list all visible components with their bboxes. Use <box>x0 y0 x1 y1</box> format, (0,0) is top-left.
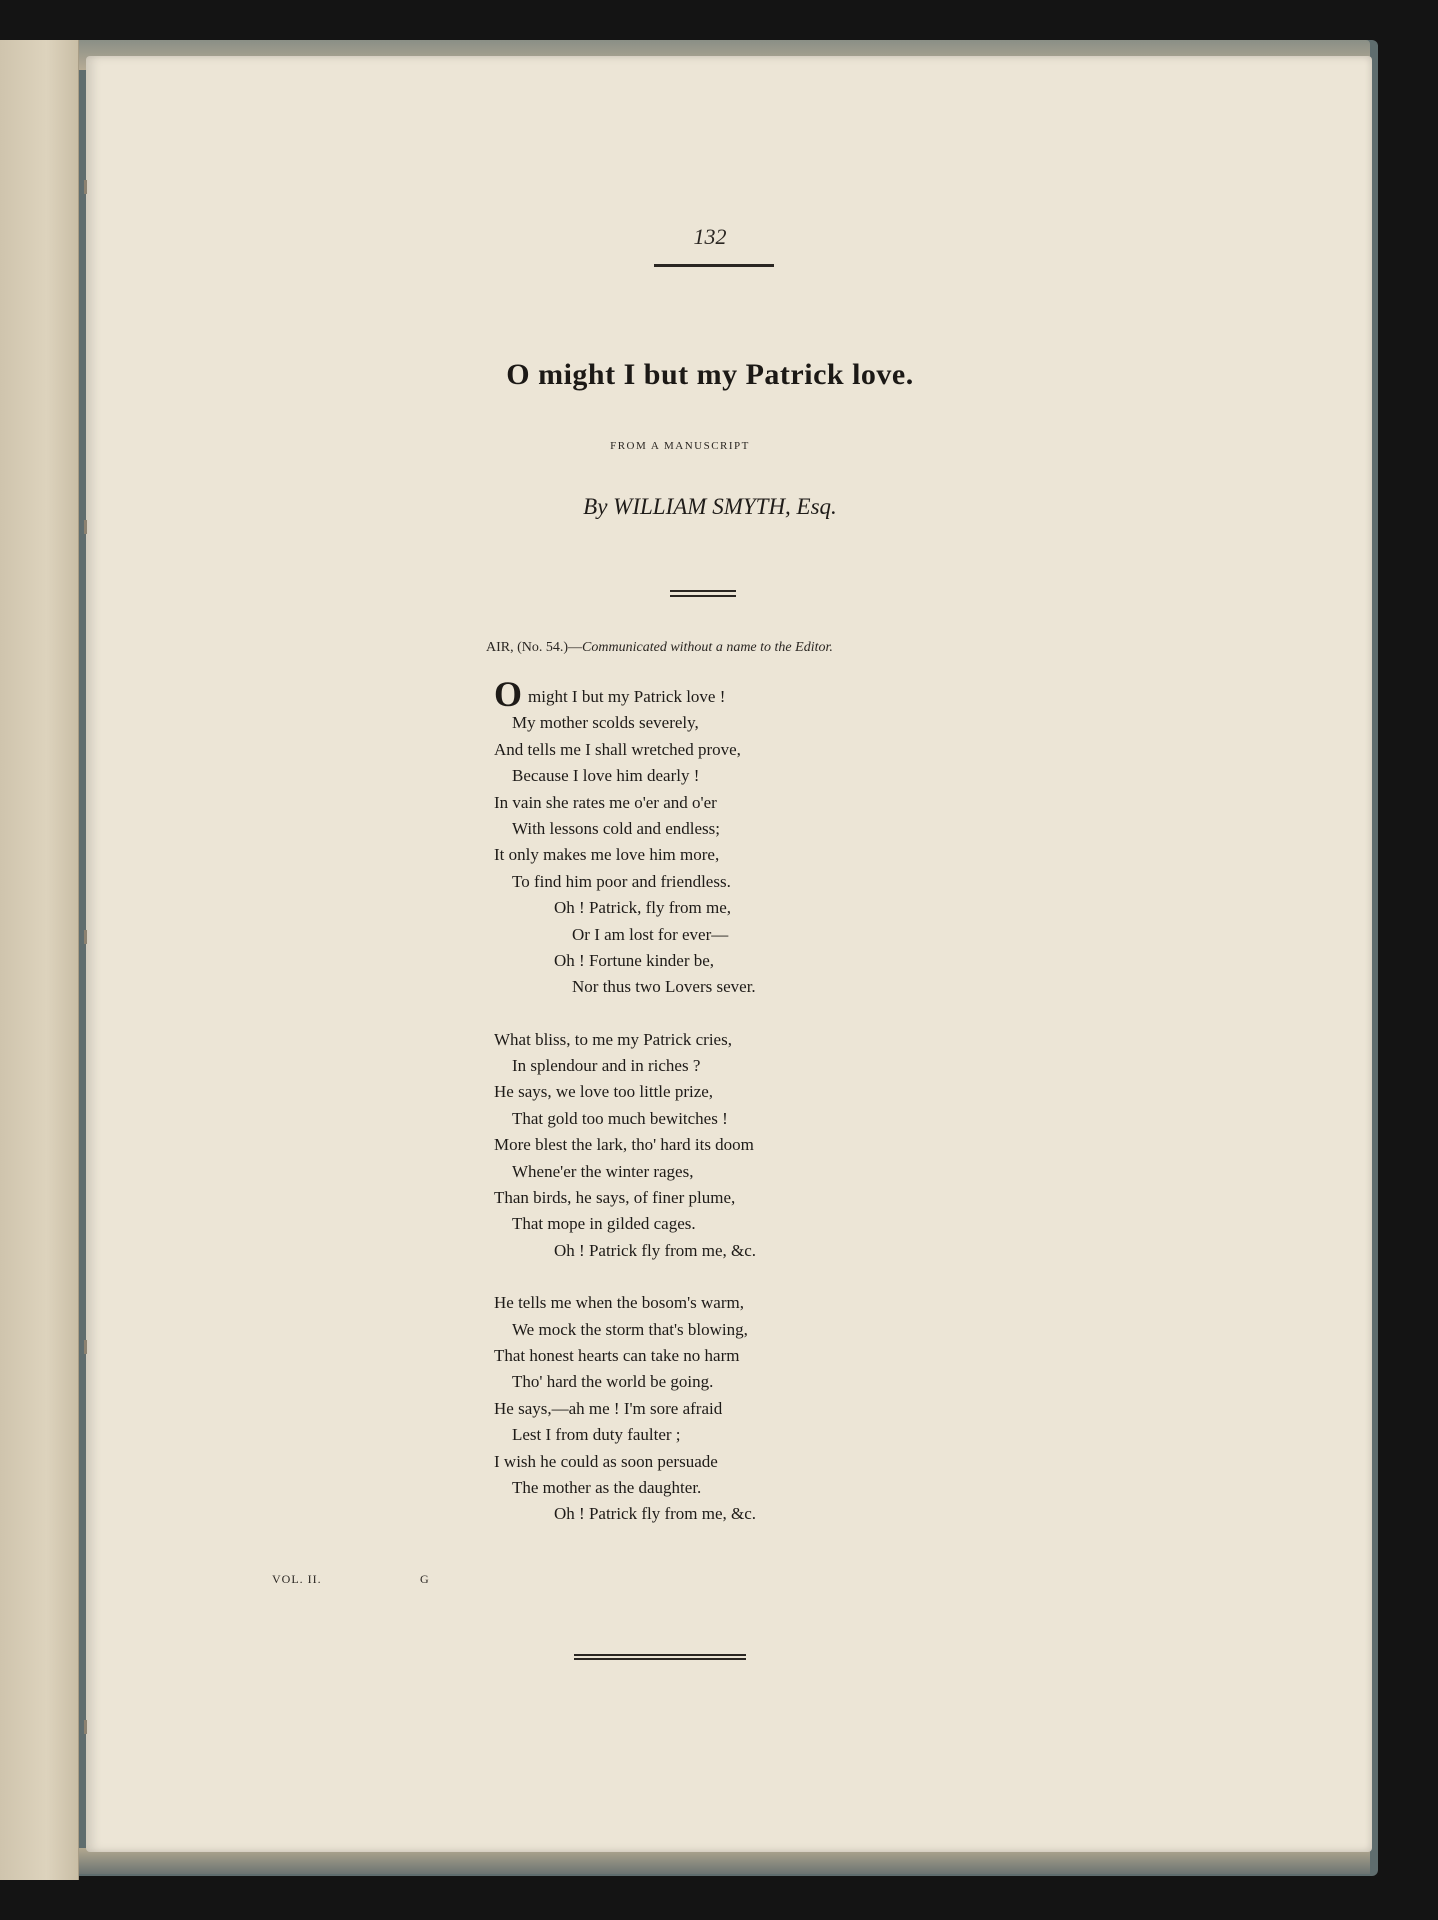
stitch-mark <box>84 180 87 194</box>
poem-line-text: Lest I from duty faulter ; <box>512 1425 681 1445</box>
poem-line <box>494 1106 914 1132</box>
poem-line <box>494 1449 914 1475</box>
poem <box>494 674 914 1528</box>
poem-line <box>494 1501 914 1527</box>
poem-line-text: Oh ! Fortune kinder be, <box>554 950 715 970</box>
poem-line <box>494 974 914 1000</box>
poem-line-text: What bliss, to me my Patrick cries, <box>494 1029 732 1049</box>
poem-line-text: And tells me I shall wretched prove, <box>494 739 741 759</box>
poem-line <box>494 1211 914 1237</box>
poem-line-text: That honest hearts can take no harm <box>494 1345 740 1365</box>
poem-line <box>494 1027 914 1053</box>
stitch-mark <box>84 1340 87 1354</box>
poem-line-text: I wish he could as soon persuade <box>494 1451 718 1471</box>
signature-mark: G <box>420 1572 429 1586</box>
song-title: O might I but my Patrick love. <box>506 358 914 391</box>
stanza <box>494 1027 914 1265</box>
poem-line-text: With lessons cold and endless; <box>512 818 721 838</box>
poem-line-text: He says, we love too little prize, <box>494 1082 714 1102</box>
left-facing-leaf <box>0 40 79 1880</box>
air-label: AIR, (No. 54.)— <box>486 640 583 655</box>
poem-line-text: Nor thus two Lovers sever. <box>572 977 756 997</box>
poem-line-text: It only makes me love him more, <box>494 845 720 865</box>
page-number: 132 <box>693 224 727 249</box>
poem-line-text: Tho' hard the world be going. <box>512 1372 714 1392</box>
volume-mark: VOL. II. <box>272 1572 322 1586</box>
section-rule <box>670 590 736 600</box>
poem-line <box>494 790 914 816</box>
stanza <box>494 674 914 1001</box>
poem-line <box>494 1238 914 1264</box>
poem-line <box>494 1422 914 1448</box>
poem-line <box>494 922 914 948</box>
poem-line <box>494 1079 914 1105</box>
poem-line <box>494 842 914 868</box>
poem-line-text: Oh ! Patrick, fly from me, <box>554 898 732 918</box>
poem-line-text: Than birds, he says, of finer plume, <box>494 1188 736 1208</box>
poem-line <box>494 674 914 714</box>
poem-line <box>494 1475 914 1501</box>
poem-line <box>494 710 914 736</box>
poem-line-text: More blest the lark, tho' hard its doom <box>494 1135 754 1155</box>
stanza-gap <box>494 1001 914 1027</box>
stitch-mark <box>84 520 87 534</box>
stitch-mark <box>84 1720 87 1734</box>
poem-line-text: Whene'er the winter rages, <box>512 1161 694 1181</box>
poem-line-text: That mope in gilded cages. <box>512 1214 696 1234</box>
poem-line-text: In vain she rates me o'er and o'er <box>494 792 717 812</box>
poem-line <box>494 816 914 842</box>
poem-line <box>494 1132 914 1158</box>
poem-line <box>494 1159 914 1185</box>
stitch-mark <box>84 930 87 944</box>
poem-line <box>494 948 914 974</box>
poem-line-text: He says,—ah me ! I'm sore afraid <box>494 1398 723 1418</box>
poem-line-text: In splendour and in riches ? <box>512 1056 701 1076</box>
poem-line-text: Or I am lost for ever— <box>572 924 729 944</box>
air-communication: Communicated without a name to the Editor. <box>582 640 833 655</box>
poem-line <box>494 1369 914 1395</box>
poem-line-text: He tells me when the bosom's warm, <box>494 1293 744 1313</box>
stanza <box>494 1290 914 1528</box>
poem-line-text: might I but my Patrick love ! <box>528 687 726 706</box>
poem-line-text: My mother scolds severely, <box>512 713 699 733</box>
closing-rule <box>574 1654 746 1662</box>
source-note: FROM A MANUSCRIPT <box>610 440 750 452</box>
drop-cap: O <box>494 674 523 714</box>
poem-line <box>494 1290 914 1316</box>
poem-line <box>494 763 914 789</box>
poem-line <box>494 737 914 763</box>
poem-line-text: To find him poor and friendless. <box>512 871 731 891</box>
poem-line <box>494 1053 914 1079</box>
page-number-rule <box>654 264 774 267</box>
air-note <box>486 640 1006 656</box>
poem-line <box>494 1317 914 1343</box>
poem-line <box>494 869 914 895</box>
poem-line-text: Oh ! Patrick fly from me, &c. <box>554 1504 757 1524</box>
poem-line-text: We mock the storm that's blowing, <box>512 1319 748 1339</box>
stanza-gap <box>494 1264 914 1290</box>
poem-line-text: Oh ! Patrick fly from me, &c. <box>554 1240 757 1260</box>
poem-line-text: Because I love him dearly ! <box>512 766 700 786</box>
poem-line-text: That gold too much bewitches ! <box>512 1108 728 1128</box>
poem-line <box>494 1396 914 1422</box>
poem-line-text: The mother as the daughter. <box>512 1477 702 1497</box>
poem-line <box>494 895 914 921</box>
poem-line <box>494 1343 914 1369</box>
author-line: By WILLIAM SMYTH, Esq. <box>583 494 837 519</box>
poem-line <box>494 1185 914 1211</box>
